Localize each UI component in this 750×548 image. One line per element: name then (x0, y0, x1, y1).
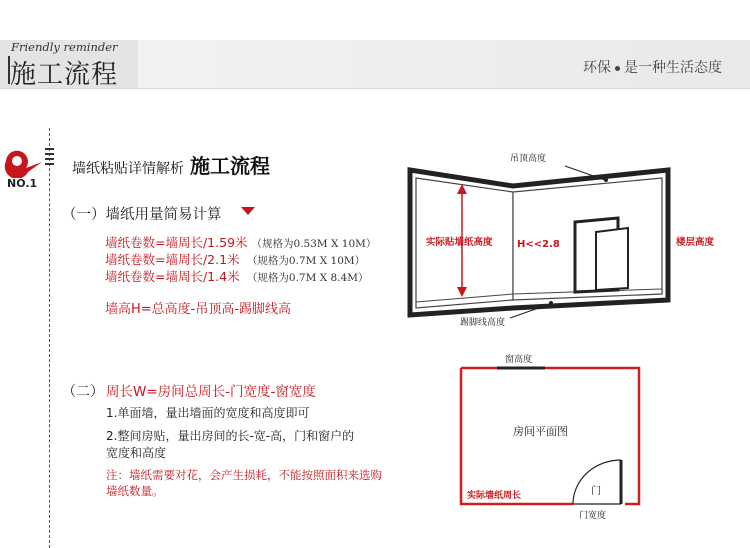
floor-plan-diagram (445, 350, 665, 529)
step-1: 1.单面墙，量出墙面的宽度和高度即可 (106, 406, 310, 420)
room-3d-diagram (400, 150, 750, 334)
page-title: 施工流程 (10, 60, 119, 90)
slogan (583, 57, 722, 77)
h-label: H<<2.8 (517, 239, 560, 250)
door-label: 门 (591, 486, 601, 497)
perimeter-label: 实际墙纸周长 (467, 491, 522, 501)
section-title (72, 150, 270, 179)
formula-text: 墙纸卷数=墙周长/2.1米 (105, 252, 240, 267)
subsection-1-label: （一）墙纸用量简易计算 (62, 207, 222, 223)
formula-text: 墙纸卷数=墙周长/1.59米 (105, 235, 248, 250)
ceiling-label: 吊顶高度 (510, 154, 547, 164)
subsection-2-label: （二） (62, 384, 104, 400)
skirting-label: 踢脚线高度 (460, 318, 506, 328)
perimeter-formula: 周长W=房间总周长-门宽度-窗宽度 (106, 384, 316, 400)
formula-spec: （规格为0.53M X 10M） (251, 238, 377, 250)
slogan-right: 是一种生活态度 (624, 60, 722, 76)
tick-marks (45, 148, 54, 168)
window-label: 窗高度 (505, 355, 533, 365)
triangle-down-icon (241, 207, 255, 215)
note: 注：墙纸需要对花，会产生损耗，不能按照面积来选购墙纸数量。 (106, 468, 382, 498)
step-2: 2.整间房贴，量出房间的长-宽-高，门和窗户的宽度和高度 (106, 429, 355, 460)
slogan-left: 环保 (583, 60, 611, 76)
section-title-small: 墙纸粘贴详情解析 (72, 161, 184, 177)
formula-text: 墙纸卷数=墙周长/1.4米 (105, 269, 240, 284)
formula-spec: （规格为0.7M X 10M） (243, 255, 366, 267)
dashed-divider (49, 128, 50, 548)
door-width-label: 门宽度 (579, 511, 607, 521)
section-number: NO.1 (7, 177, 38, 190)
section-title-big: 施工流程 (190, 154, 270, 178)
formula-3 (105, 267, 368, 285)
bullet-dot-icon (615, 66, 620, 71)
wall-height-formula: 墙高H=总高度-吊顶高-踢脚线高 (105, 302, 292, 317)
script-title: Friendly reminder (11, 40, 118, 54)
formula-1 (105, 233, 376, 251)
actual-height-label: 实际贴墙纸高度 (426, 237, 493, 248)
floor-height-label: 楼层高度 (676, 237, 715, 248)
plan-title: 房间平面图 (513, 425, 568, 438)
formula-2 (105, 250, 365, 268)
formula-spec: （规格为0.7M X 8.4M） (243, 272, 369, 284)
